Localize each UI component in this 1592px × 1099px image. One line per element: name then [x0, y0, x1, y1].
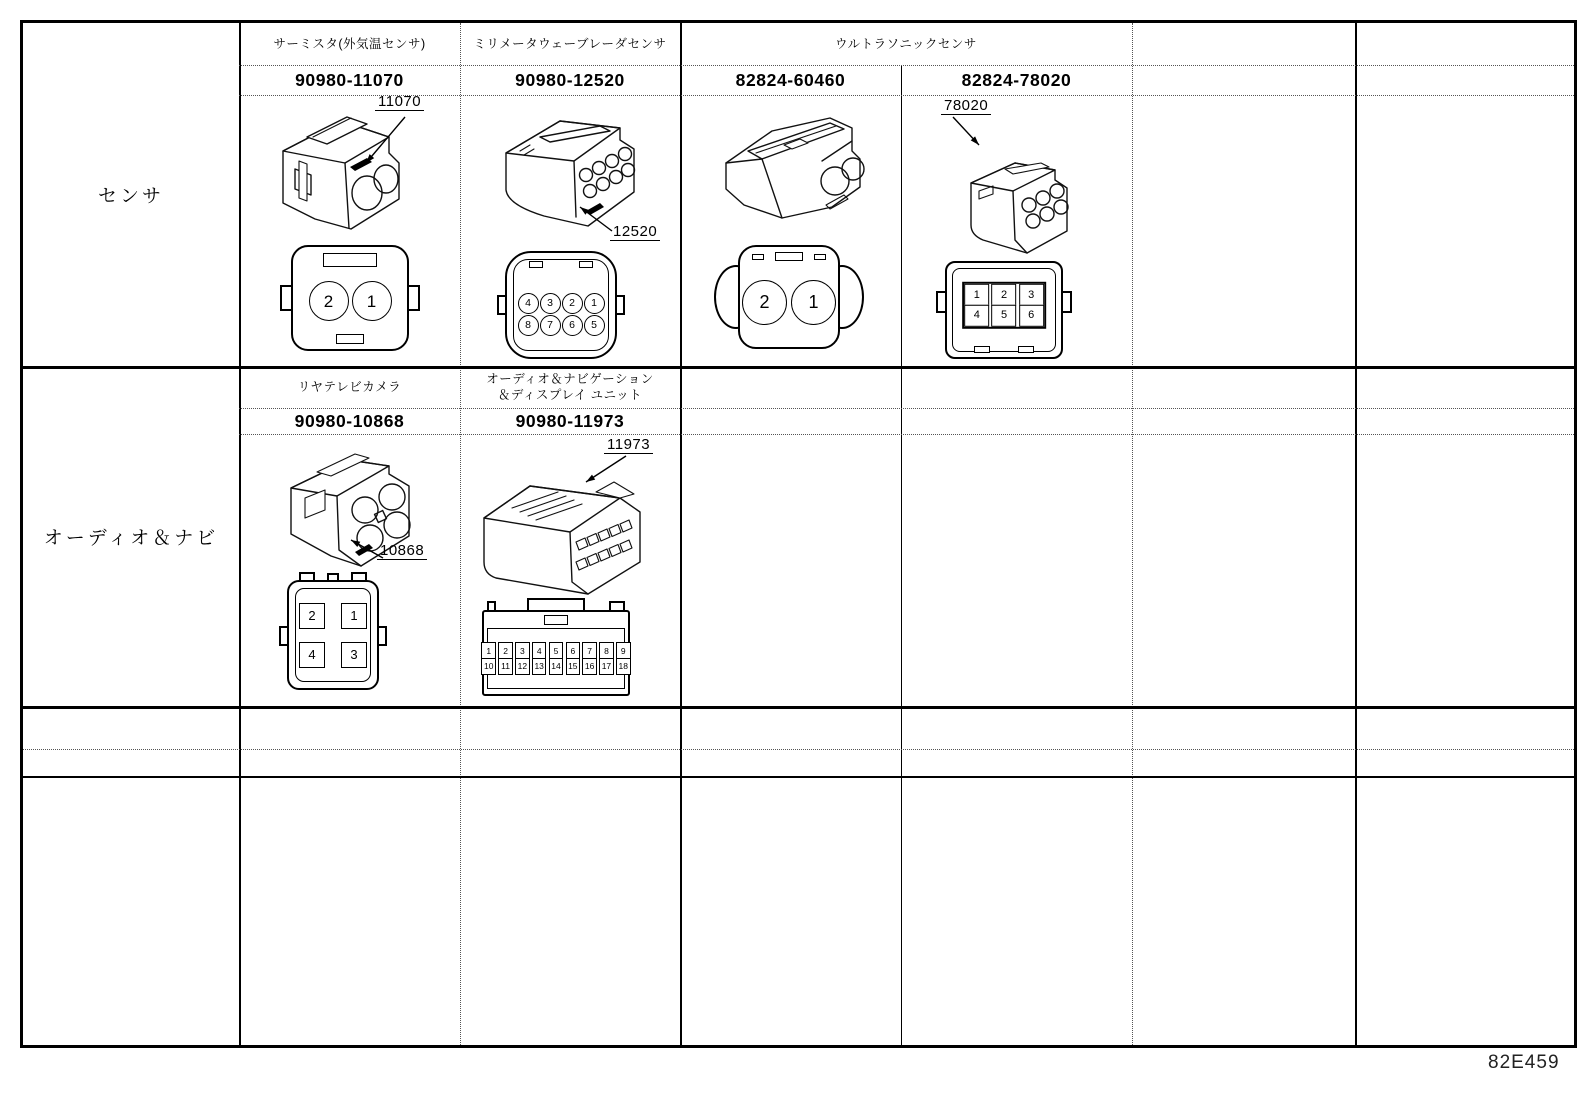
connector-perspective-drawing	[949, 139, 1079, 259]
pin-grid	[289, 592, 377, 678]
part-number: 90980-11070	[295, 69, 404, 90]
connector-front-view	[287, 580, 379, 690]
pin-row	[518, 293, 605, 314]
diagram-cell-nav-unit	[460, 434, 680, 706]
pin-grid	[962, 282, 1046, 328]
pin-1: 1	[481, 642, 496, 659]
callout-text: 11973	[607, 436, 651, 453]
connector-front-view	[505, 251, 617, 359]
table-gridline	[23, 706, 1574, 709]
header-line1: オーディオ＆ナビゲーション	[486, 372, 654, 386]
header-line2: ＆ディスプレイ ユニット	[497, 388, 643, 402]
connector-perspective-drawing	[482, 95, 652, 235]
part-number: 90980-10868	[294, 410, 405, 431]
pin-3: 3	[1019, 284, 1044, 306]
pin-9: 9	[616, 642, 631, 659]
diagram-cell-radar	[460, 95, 680, 366]
column-header-ultrasonic: ウルトラソニックセンサ	[835, 37, 977, 51]
connector-parts-table	[20, 20, 1577, 1048]
connector-front-view	[482, 610, 630, 696]
pin-4: 4	[299, 642, 325, 668]
pin-18: 18	[616, 658, 631, 675]
pin-7: 7	[540, 315, 561, 336]
connector-perspective-drawing	[468, 456, 658, 606]
pin-8: 8	[518, 315, 539, 336]
pin-11: 11	[498, 658, 513, 675]
pin-3: 3	[540, 293, 561, 314]
diagram-cell-thermistor	[239, 95, 460, 366]
part-number: 90980-12520	[515, 69, 625, 90]
pin-row	[965, 285, 1043, 305]
callout-text: 78020	[944, 97, 989, 114]
pin-15: 15	[566, 658, 581, 675]
pin-row	[965, 305, 1043, 325]
connector-key	[579, 261, 593, 268]
connector-key	[974, 346, 990, 353]
pin-17: 17	[599, 658, 614, 675]
connector-front-view	[714, 245, 864, 349]
diagram-cell-rear-camera	[239, 434, 460, 706]
pin-1: 1	[341, 603, 367, 629]
part-number: 82824-60460	[735, 69, 846, 90]
pin-4: 4	[532, 642, 547, 659]
pin-grid	[740, 265, 838, 339]
pin-row	[299, 603, 367, 629]
connector-key	[814, 254, 826, 260]
pin-10: 10	[481, 658, 496, 675]
pin-row	[482, 643, 629, 658]
connector-perspective-drawing	[708, 101, 878, 231]
pin-2: 2	[992, 284, 1017, 306]
connector-key	[752, 254, 764, 260]
pin-12: 12	[515, 658, 530, 675]
connector-latch	[775, 252, 803, 261]
callout-text: 10868	[380, 542, 425, 559]
callout-text: 11070	[378, 93, 422, 110]
pin-2: 2	[309, 281, 349, 321]
row-label-audio-navi: オーディオ＆ナビ	[43, 527, 219, 549]
pin-14: 14	[549, 658, 564, 675]
pin-2: 2	[562, 293, 583, 314]
table-gridline	[23, 749, 1574, 750]
pin-6: 6	[1019, 304, 1044, 326]
pin-4: 4	[964, 304, 989, 326]
callout-arrow	[351, 113, 411, 169]
callout-label	[941, 97, 991, 115]
table-gridline	[23, 776, 1574, 778]
diagram-cell-ultrasonic-left	[680, 95, 901, 366]
pin-2: 2	[498, 642, 513, 659]
callout-text: 12520	[613, 223, 658, 240]
connector-front-view	[945, 261, 1063, 359]
connector-key	[336, 334, 364, 344]
column-header-radar: ミリメータウェーブレーダセンサ	[473, 37, 667, 51]
pin-5: 5	[584, 315, 605, 336]
pin-7: 7	[582, 642, 597, 659]
pin-row	[482, 659, 629, 674]
pin-2: 2	[299, 603, 325, 629]
pin-2: 2	[742, 280, 787, 325]
callout-arrow	[343, 532, 389, 566]
pin-13: 13	[532, 658, 547, 675]
pin-1: 1	[584, 293, 605, 314]
pin-16: 16	[582, 658, 597, 675]
table-gridline	[1132, 23, 1133, 1045]
table-gridline	[1355, 23, 1357, 1045]
pin-3: 3	[515, 642, 530, 659]
pin-8: 8	[599, 642, 614, 659]
pin-5: 5	[549, 642, 564, 659]
pin-row	[742, 280, 836, 325]
pin-row	[309, 281, 392, 321]
part-number: 90980-11973	[515, 410, 625, 431]
pin-1: 1	[352, 281, 392, 321]
connector-latch	[544, 615, 568, 625]
pin-4: 4	[518, 293, 539, 314]
pin-grid	[293, 269, 407, 333]
pin-6: 6	[566, 642, 581, 659]
connector-key	[1018, 346, 1034, 353]
connector-latch	[323, 253, 377, 267]
column-header-thermistor: サーミスタ(外気温センサ)	[273, 37, 426, 51]
pin-6: 6	[562, 315, 583, 336]
connector-key	[529, 261, 543, 268]
page-diagram-code: 82E459	[1488, 1052, 1560, 1073]
callout-label	[375, 93, 424, 111]
pin-5: 5	[992, 304, 1017, 326]
pin-3: 3	[341, 642, 367, 668]
callout-arrow	[572, 201, 622, 241]
pin-row	[518, 315, 605, 336]
diagram-cell-ultrasonic-right	[901, 95, 1132, 366]
connector-front-view	[291, 245, 409, 351]
column-header-rear-camera: リヤテレビカメラ	[297, 380, 402, 394]
pin-1: 1	[791, 280, 836, 325]
pin-grid	[484, 628, 628, 689]
row-label-sensor: センサ	[97, 186, 164, 207]
part-number: 82824-78020	[961, 69, 1072, 90]
column-header-nav-unit	[460, 366, 680, 408]
pin-row	[299, 642, 367, 668]
pin-grid	[507, 281, 615, 347]
pin-1: 1	[964, 284, 989, 306]
